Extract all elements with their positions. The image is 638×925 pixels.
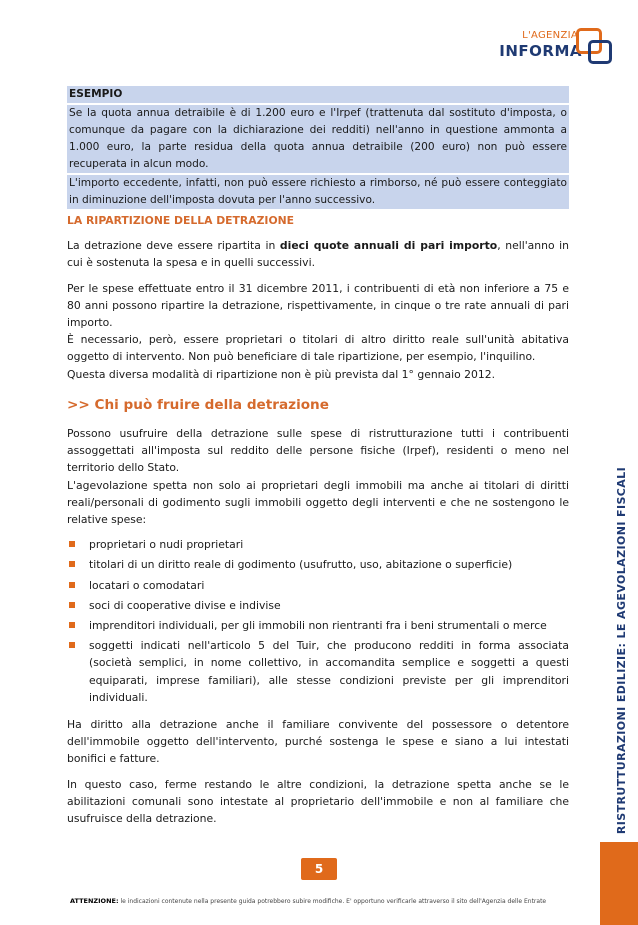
bullet-square-icon: [69, 541, 75, 547]
page-number: 5: [301, 858, 337, 880]
paragraph-modalita: Questa diversa modalità di ripartizione non è più prevista dal 1° gennaio 2012.: [67, 367, 496, 381]
paragraph-caso: In questo caso, ferme restando le altre condizioni, la detrazione spetta anche se le abilitazioni comunali sono intestate al proprietario dell'immobile e non al familiare che usufruisce della detrazione.: [67, 777, 569, 826]
paragraph-familiare: Ha diritto alla detrazione anche il familiare convivente del possessore o detentore dell'immobile oggetto dell'intervento, purché sostenga le spese e siano a lui intestati bonifici e fatture.: [67, 718, 569, 766]
example-text-2: L'importo eccedente, infatti, non può essere richiesto a rimborso, né può essere conteggiato in diminuzione dell'imposta dovuta per l'anno successivo.: [67, 175, 569, 209]
beneficiaries-list: [67, 536, 569, 706]
example-text-1: Se la quota annua detraibile è di 1.200 euro e l'Irpef (trattenuta dal sostituto d'imposta, o comunque da pagare con la dichiarazione dei redditi) nell'anno in questione ammonta a 1.000 euro, la parte residua della quota annua detraibile (200 euro) non può essere recuperata in alcun modo.: [67, 105, 569, 173]
list-item-text: soci di cooperative divise e indivise: [89, 598, 281, 612]
paragraph-ripartizione: [67, 237, 569, 271]
vertical-section-label-text: RISTRUTTURAZIONI EDILIZIE: LE AGEVOLAZIONI FISCALI: [615, 466, 629, 834]
example-title: ESEMPIO: [67, 86, 569, 103]
paragraph-agevolazione: L'agevolazione spetta non solo ai proprietari degli immobili ma anche ai titolari di diritti reali/personali di godimento sugli immobili oggetto degli interventi e che ne sostengono le relative spese:: [67, 478, 569, 527]
footer-text: le indicazioni contenute nella presente guida potrebbero subire modifiche. E' opportuno verificarle attraverso il sito dell'Agenzia delle Entrate: [118, 898, 547, 905]
text-run: , nell'anno in cui è sostenuta la spesa e in quelli successivi.: [67, 239, 570, 270]
footer-note: [70, 897, 590, 905]
main-content: [67, 212, 569, 835]
bullet-square-icon: [69, 642, 75, 648]
list-item-text: proprietari o nudi proprietari: [89, 538, 244, 552]
footer-label: ATTENZIONE:: [70, 897, 119, 905]
bullet-square-icon: [69, 622, 75, 628]
list-item: [67, 577, 569, 594]
list-item: [67, 617, 569, 634]
bullet-square-icon: [69, 561, 75, 567]
list-item: [67, 536, 569, 553]
paragraph-contribuenti: Possono usufruire della detrazione sulle spese di ristrutturazione tutti i contribuenti assoggettati all'imposta sul reddito delle persone fisiche (Irpef), residenti o meno nel territorio dello Stato.: [67, 427, 569, 475]
text-run: La detrazione deve essere ripartita in: [67, 239, 280, 253]
vertical-section-label: [612, 466, 632, 834]
paragraph-proprietari: È necessario, però, essere proprietari o titolari di altro diritto reale sull'unità abitativa oggetto di intervento. Non può beneficiare di tale ripartizione, per esempio, l'inquilino.: [67, 333, 569, 364]
paragraph-spese-2011: Per le spese effettuate entro il 31 dicembre 2011, i contribuenti di età non inferiore a 75 e 80 anni possono ripartire la detrazione, rispettivamente, in cinque o tre rate annuali di pari importo.: [67, 281, 569, 330]
logo-text-top: L'AGENZIA: [522, 30, 578, 41]
logo-text-bottom: INFORMA: [499, 42, 582, 60]
list-item: [67, 597, 569, 614]
list-item: [67, 637, 569, 706]
list-item: [67, 556, 569, 573]
section-heading-ripartizione: LA RIPARTIZIONE DELLA DETRAZIONE: [67, 214, 295, 227]
list-item-text: locatari o comodatari: [89, 578, 205, 592]
list-item-text: titolari di un diritto reale di godimento (usufrutto, uso, abitazione o superficie): [89, 558, 513, 572]
list-item-text: soggetti indicati nell'articolo 5 del Tuir, che producono redditi in forma associata (società semplici, in nome collettivo, in accomandita semplice e soggetti a questi equiparati, imprese familiari), alle stesse condizioni previste per gli imprenditori individuali.: [89, 639, 569, 704]
bullet-square-icon: [69, 582, 75, 588]
section-heading-chi-puo: >> Chi può fruire della detrazione: [67, 396, 329, 413]
orange-side-bar: [600, 842, 638, 925]
list-item-text: imprenditori individuali, per gli immobili non rientranti fra i beni strumentali o merce: [89, 619, 547, 633]
bullet-square-icon: [69, 602, 75, 608]
logo-square-blue-icon: [588, 40, 612, 64]
bold-text: dieci quote annuali di pari importo: [279, 239, 498, 253]
example-box: [67, 86, 569, 211]
agenzia-informa-logo: [499, 14, 616, 60]
